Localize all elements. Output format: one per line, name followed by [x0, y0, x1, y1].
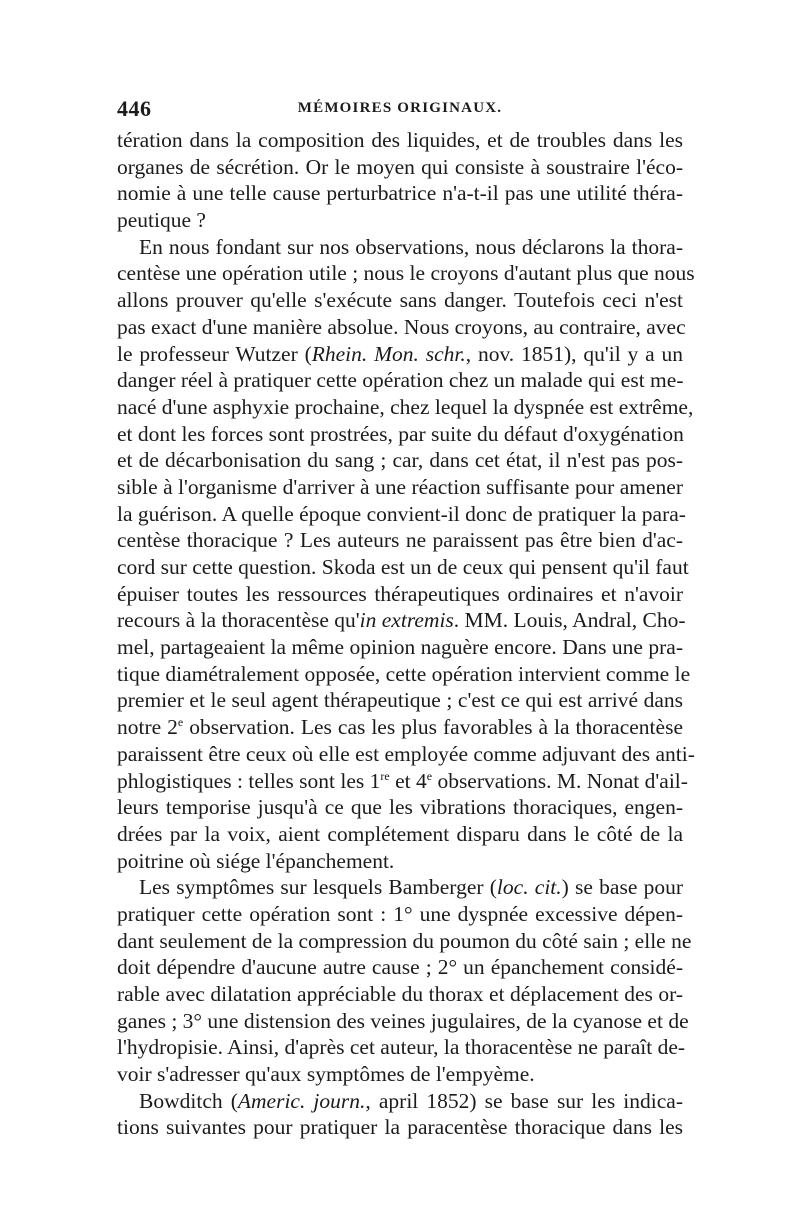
- text-line: pratiquer cette opération sont : 1° une dyspnée excessive dépen-: [117, 901, 683, 926]
- text-line: recours à la thoracentèse qu'in extremis. MM. Louis, Andral, Cho-: [117, 608, 686, 633]
- text-line: tions suivantes pour pratiquer la paracentèse thoracique dans les: [117, 1115, 683, 1140]
- text-line: En nous fondant sur nos observations, nous déclarons la thora-: [139, 234, 683, 259]
- paragraph: [117, 234, 695, 875]
- running-title: MÉMOIRES ORIGINAUX.: [297, 100, 503, 116]
- text-line: allons prouver qu'elle s'exécute sans danger. Toutefois ceci n'est: [117, 288, 683, 313]
- text-line: doit dépendre d'aucune autre cause ; 2° un épanchement considé-: [117, 955, 683, 980]
- text-line: notre 2e observation. Les cas les plus favorables à la thoracentèse: [117, 715, 683, 740]
- text-line: centèse thoracique ? Les auteurs ne paraissent pas être bien d'ac-: [117, 528, 683, 553]
- ordinal-superscript: e: [426, 768, 433, 783]
- italic-reference: in extremis: [359, 608, 454, 633]
- paragraph: [117, 127, 683, 234]
- paragraph: [117, 874, 692, 1088]
- text-line: et dont les forces sont prostrées, par suite du défaut d'oxygénation: [117, 421, 684, 446]
- page-number: 446: [117, 96, 152, 121]
- text-line: Bowditch (Americ. journ., april 1852) se base sur les indica-: [139, 1088, 683, 1113]
- ordinal-superscript: e: [177, 715, 184, 730]
- body-text: [117, 127, 695, 1141]
- text-line: ganes ; 3° une distension des veines jugulaires, de la cyanose et de: [117, 1008, 689, 1033]
- text-line: paraissent être ceux où elle est employée comme adjuvant des anti-: [117, 741, 695, 766]
- text-line: premier et le seul agent thérapeutique ; c'est ce qui est arrivé dans: [117, 688, 683, 713]
- text-line: peutique ?: [117, 208, 206, 233]
- text-line: dant seulement de la compression du poumon du côté sain ; elle ne: [117, 928, 692, 953]
- ordinal-superscript: re: [380, 768, 390, 783]
- text-line: rable avec dilatation appréciable du thorax et déplacement des or-: [117, 982, 683, 1006]
- text-line: mel, partageaient la même opinion naguère encore. Dans une pra-: [117, 635, 683, 660]
- italic-reference: loc. cit.: [496, 875, 562, 900]
- text-line: cord sur cette question. Skoda est un de ceux qui pensent qu'il faut: [117, 555, 689, 579]
- text-line: pas exact d'une manière absolue. Nous croyons, au contraire, avec: [117, 314, 686, 339]
- text-line: le professeur Wutzer (Rhein. Mon. schr., nov. 1851), qu'il y a un: [117, 341, 683, 366]
- page-header: [117, 96, 683, 128]
- text-line: drées par la voix, aient complétement disparu dans le côté de la: [117, 821, 683, 846]
- text-line: leurs temporise jusqu'à ce que les vibrations thoraciques, engen-: [117, 795, 683, 820]
- text-line: l'hydropisie. Ainsi, d'après cet auteur, la thoracentèse ne paraît de-: [117, 1035, 686, 1060]
- text-line: tération dans la composition des liquides, et de troubles dans les: [117, 128, 683, 152]
- text-line: organes de sécrétion. Or le moyen qui consiste à soustraire l'éco-: [117, 154, 683, 179]
- text-line: la guérison. A quelle époque convient-il donc de pratiquer la para-: [117, 501, 686, 526]
- text-line: nomie à une telle cause perturbatrice n'a-t-il pas une utilité théra-: [117, 181, 683, 206]
- paragraph: [117, 1088, 683, 1141]
- text-line: phlogistiques : telles sont les 1re et 4e observations. M. Nonat d'ail-: [117, 768, 688, 793]
- text-line: voir s'adresser qu'aux symptômes de l'empyème.: [117, 1062, 535, 1087]
- text-line: Les symptômes sur lesquels Bamberger (loc. cit.) se base pour: [139, 875, 683, 900]
- text-line: nacé d'une asphyxie prochaine, chez lequel la dyspnée est extrême,: [117, 394, 694, 419]
- text-line: épuiser toutes les ressources thérapeutiques ordinaires et n'avoir: [117, 581, 683, 606]
- text-line: sible à l'organisme d'arriver à une réaction suffisante pour amener: [117, 474, 683, 499]
- text-line: danger réel à pratiquer cette opération chez un malade qui est me-: [117, 368, 684, 393]
- text-line: centèse une opération utile ; nous le croyons d'autant plus que nous: [117, 261, 695, 286]
- italic-reference: Rhein. Mon. schr.: [311, 341, 466, 366]
- italic-reference: Americ. journ.: [237, 1088, 366, 1113]
- text-line: et de décarbonisation du sang ; car, dans cet état, il n'est pas pos-: [117, 448, 683, 473]
- text-line: tique diamétralement opposée, cette opération intervient comme le: [117, 661, 691, 686]
- text-line: poitrine où siége l'épanchement.: [117, 848, 395, 873]
